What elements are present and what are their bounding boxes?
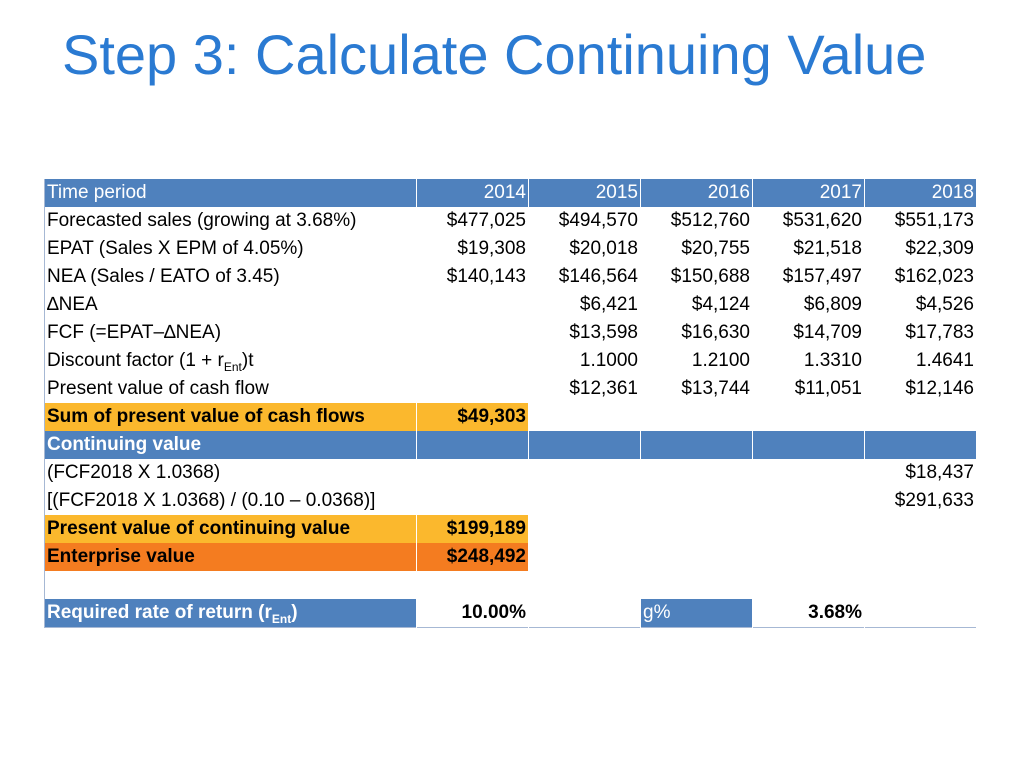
row-label: Forecasted sales (growing at 3.68%) — [45, 207, 417, 235]
cell-value: $17,783 — [865, 319, 977, 347]
cell-value: $22,309 — [865, 235, 977, 263]
row-label: NEA (Sales / EATO of 3.45) — [45, 263, 417, 291]
table-row-epat — [45, 235, 977, 263]
row-label — [45, 347, 417, 375]
cell-value: $20,018 — [529, 235, 641, 263]
table-row-discount-factor — [45, 347, 977, 375]
growth-label: g% — [641, 599, 753, 628]
cell-value: $16,630 — [641, 319, 753, 347]
label-text: Required rate of return (r — [47, 602, 272, 623]
cell-value: $21,518 — [753, 235, 865, 263]
row-label: Present value of continuing value — [45, 515, 417, 543]
cell-value: $512,760 — [641, 207, 753, 235]
cell-value: 1.4641 — [865, 347, 977, 375]
cell-value: $13,598 — [529, 319, 641, 347]
cell-value: $494,570 — [529, 207, 641, 235]
table-row-cv-formula — [45, 487, 977, 515]
cell-value: $20,755 — [641, 235, 753, 263]
cell-value: $13,744 — [641, 375, 753, 403]
header-year: 2017 — [753, 179, 865, 207]
cell-value: $162,023 — [865, 263, 977, 291]
row-label: [(FCF2018 X 1.0368) / (0.10 – 0.0368)] — [45, 487, 417, 515]
header-label: Time period — [45, 179, 417, 207]
valuation-table — [44, 179, 977, 628]
table-row-fcf — [45, 319, 977, 347]
cell-value: $199,189 — [417, 515, 529, 543]
cell-value: $19,308 — [417, 235, 529, 263]
cell-value: $18,437 — [865, 459, 977, 487]
cell-value: $291,633 — [865, 487, 977, 515]
row-label: EPAT (Sales X EPM of 4.05%) — [45, 235, 417, 263]
header-year: 2018 — [865, 179, 977, 207]
cell-value: $12,146 — [865, 375, 977, 403]
row-label: Present value of cash flow — [45, 375, 417, 403]
cell-value: $4,124 — [641, 291, 753, 319]
cell-value — [417, 375, 529, 403]
cell-value: 1.2100 — [641, 347, 753, 375]
cell-value: $11,051 — [753, 375, 865, 403]
row-label — [45, 599, 417, 628]
cell-value: $14,709 — [753, 319, 865, 347]
header-year: 2014 — [417, 179, 529, 207]
cell-value: 1.1000 — [529, 347, 641, 375]
slide-title: Step 3: Calculate Continuing Value — [62, 23, 927, 86]
table-row-pv-continuing-value — [45, 515, 977, 543]
cell-value: $4,526 — [865, 291, 977, 319]
cell-value: $150,688 — [641, 263, 753, 291]
cell-value: $477,025 — [417, 207, 529, 235]
table-row-nea — [45, 263, 977, 291]
section-label: Continuing value — [45, 431, 417, 459]
table-header-row — [45, 179, 977, 207]
cell-value — [417, 319, 529, 347]
table-row-fcf-growth — [45, 459, 977, 487]
cell-value: $49,303 — [417, 403, 529, 431]
growth-value: 3.68% — [753, 599, 865, 628]
table-row-sales — [45, 207, 977, 235]
row-label: FCF (=EPAT–∆NEA) — [45, 319, 417, 347]
cell-value: 10.00% — [417, 599, 529, 628]
cell-value: $140,143 — [417, 263, 529, 291]
cell-value: $157,497 — [753, 263, 865, 291]
cell-value — [417, 347, 529, 375]
row-label: (FCF2018 X 1.0368) — [45, 459, 417, 487]
row-label: Sum of present value of cash flows — [45, 403, 417, 431]
cell-value: $12,361 — [529, 375, 641, 403]
cell-value: $551,173 — [865, 207, 977, 235]
cell-value: 1.3310 — [753, 347, 865, 375]
label-subscript: Ent — [271, 611, 292, 626]
cell-value: $248,492 — [417, 543, 529, 571]
label-subscript: Ent — [223, 359, 242, 374]
table-row-sum-pv — [45, 403, 977, 431]
cell-value: $146,564 — [529, 263, 641, 291]
table-row-delta-nea — [45, 291, 977, 319]
table-row-required-return — [45, 599, 977, 628]
cell-value: $6,421 — [529, 291, 641, 319]
table-row-present-value — [45, 375, 977, 403]
table-row-blank — [45, 571, 977, 599]
row-label: ∆NEA — [45, 291, 417, 319]
cell-value: $531,620 — [753, 207, 865, 235]
label-text: )t — [241, 350, 254, 371]
table-row-enterprise-value — [45, 543, 977, 571]
label-text: Discount factor (1 + r — [47, 350, 224, 371]
label-text: ) — [291, 602, 298, 623]
table-row-continuing-value-header — [45, 431, 977, 459]
header-year: 2015 — [529, 179, 641, 207]
header-year: 2016 — [641, 179, 753, 207]
cell-value — [417, 291, 529, 319]
cell-value: $6,809 — [753, 291, 865, 319]
row-label: Enterprise value — [45, 543, 417, 571]
